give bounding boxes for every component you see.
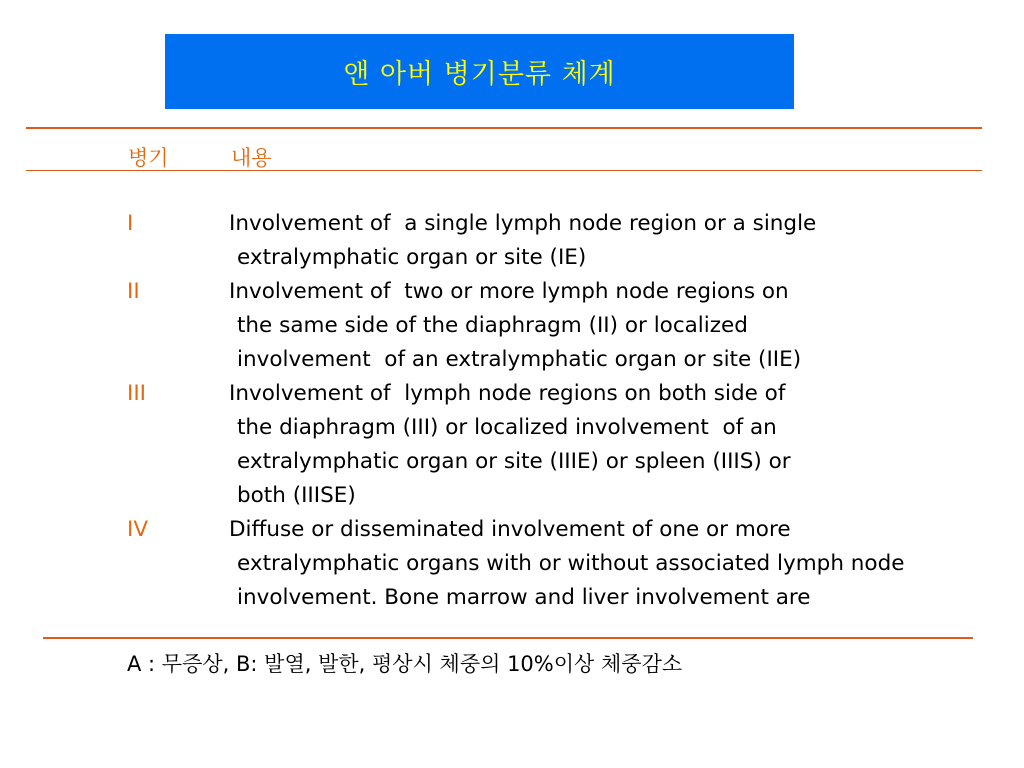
table-header — [0, 142, 1024, 170]
page-title: 앤 아버 병기분류 체계 — [343, 59, 616, 90]
header-stage-label: 병기 — [128, 146, 169, 170]
stage-description — [229, 513, 1024, 615]
description-line: Involvement of two or more lymph node regions on — [229, 279, 789, 304]
description-line: the same side of the diaphragm (II) or localized — [237, 313, 748, 338]
stage-label: III — [127, 381, 147, 406]
description-line: Involvement of lymph node regions on both side of — [229, 381, 786, 406]
symptom-footnote: A : 무증상, B: 발열, 발한, 평상시 체중의 10%이상 체중감소 — [127, 652, 683, 676]
description-line: Involvement of a single lymph node region or a single — [229, 211, 817, 236]
description-line: involvement of an extralymphatic organ or site (IIE) — [237, 347, 802, 372]
title-banner — [165, 34, 794, 109]
stage-description — [229, 275, 1024, 377]
stage-row-iv — [0, 513, 1024, 615]
top-divider — [26, 127, 982, 129]
stage-label: IV — [127, 517, 149, 542]
stage-label: II — [127, 279, 140, 304]
stage-row-ii — [0, 275, 1024, 377]
stage-description — [229, 207, 1024, 275]
header-divider — [26, 170, 982, 171]
bottom-divider — [43, 637, 973, 639]
stage-label: I — [127, 211, 134, 236]
stage-row-iii — [0, 377, 1024, 513]
description-line: Diffuse or disseminated involvement of one or more — [229, 517, 791, 542]
description-line: the diaphragm (III) or localized involvement of an — [237, 415, 777, 440]
description-line: extralymphatic organ or site (IIIE) or spleen (IIIS) or — [237, 449, 791, 474]
stage-row-i — [0, 207, 1024, 275]
description-line: extralymphatic organs with or without associated lymph node — [237, 551, 905, 576]
description-line: both (IIISE) — [237, 483, 356, 508]
description-line: involvement. Bone marrow and liver involvement are — [237, 585, 811, 610]
stage-description — [229, 377, 1024, 513]
description-line: extralymphatic organ or site (IE) — [237, 245, 587, 270]
header-content-label: 내용 — [231, 146, 272, 170]
stage-list — [0, 207, 1024, 615]
